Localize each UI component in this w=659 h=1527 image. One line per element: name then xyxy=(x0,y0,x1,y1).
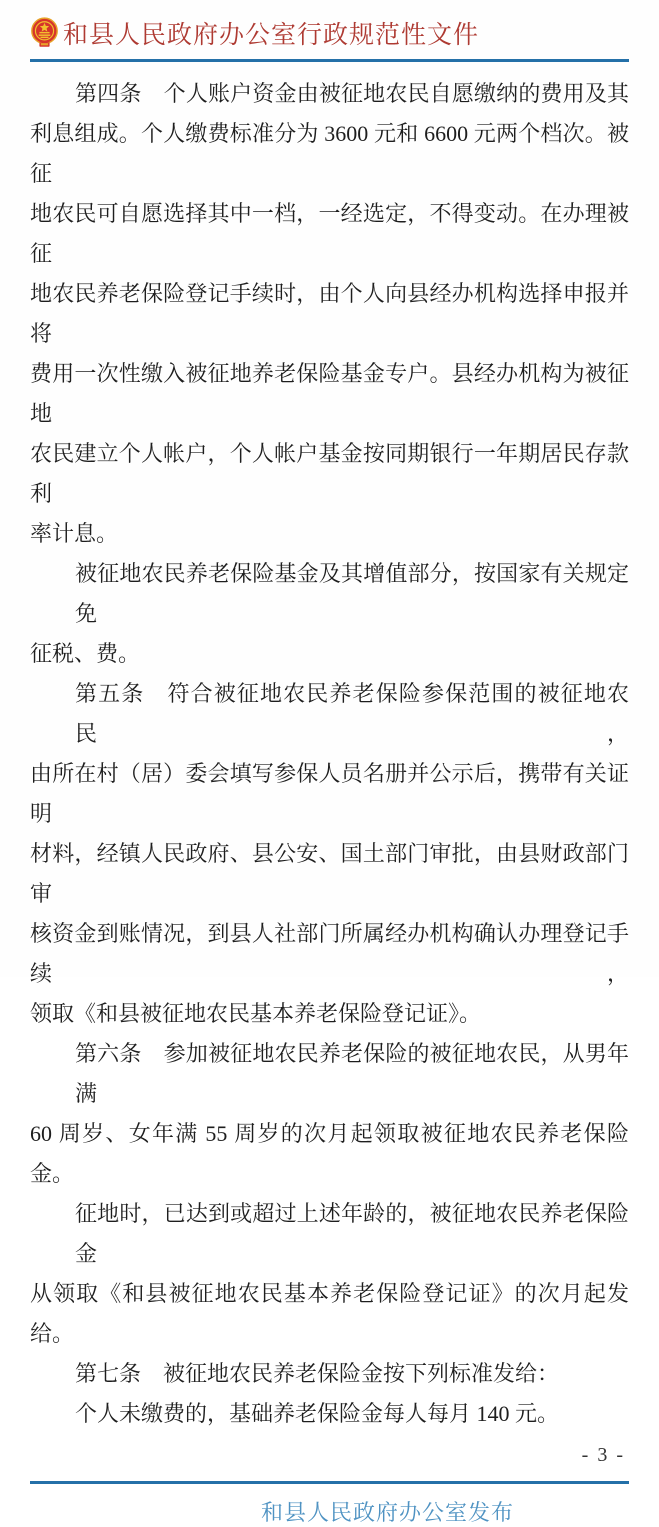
paragraph xyxy=(30,74,629,554)
body-line: 征税、费。 xyxy=(30,641,141,666)
page-number: - 3 - xyxy=(581,1444,625,1466)
document-header xyxy=(30,0,629,53)
body-line: 第七条 被征地农民养老保险金按下列标准发给： xyxy=(75,1361,560,1386)
body-line: 领取《和县被征地农民基本养老保险登记证》。 xyxy=(30,1001,482,1026)
paragraph xyxy=(30,1354,629,1394)
header-divider xyxy=(30,59,629,62)
document-body xyxy=(30,74,629,1434)
paragraph xyxy=(30,1394,629,1434)
body-line: 材料，经镇人民政府、县公安、国土部门审批，由县财政部门审 xyxy=(30,841,629,906)
body-line: 60 周岁、女年满 55 周岁的次月起领取被征地农民养老保险金。 xyxy=(30,1121,629,1186)
body-line: 费用一次性缴入被征地养老保险基金专户。县经办机构为被征地 xyxy=(30,361,629,426)
body-line: 农民建立个人帐户，个人帐户基金按同期银行一年期居民存款利 xyxy=(30,441,629,506)
paragraph xyxy=(30,554,629,674)
body-line: 个人未缴费的，基础养老保险金每人每月 140 元。 xyxy=(75,1401,560,1426)
body-line: 从领取《和县被征地农民基本养老保险登记证》的次月起发给。 xyxy=(30,1281,629,1346)
body-line: 第六条 参加被征地农民养老保险的被征地农民，从男年满 xyxy=(75,1041,629,1106)
body-line: 第五条 符合被征地农民养老保险参保范围的被征地农民， xyxy=(75,681,629,746)
body-line: 第四条 个人账户资金由被征地农民自愿缴纳的费用及其 xyxy=(75,81,629,106)
national-emblem-icon xyxy=(30,17,59,49)
body-line: 由所在村（居）委会填写参保人员名册并公示后，携带有关证明 xyxy=(30,761,629,826)
footer-divider xyxy=(30,1481,629,1484)
body-line: 地农民养老保险登记手续时，由个人向县经办机构选择申报并将 xyxy=(30,281,629,346)
body-line: 被征地农民养老保险基金及其增值部分，按国家有关规定免 xyxy=(75,561,629,626)
body-line: 核资金到账情况，到县人社部门所属经办机构确认办理登记手续， xyxy=(30,921,629,986)
body-line: 地农民可自愿选择其中一档，一经选定，不得变动。在办理被征 xyxy=(30,201,629,266)
paragraph xyxy=(30,1194,629,1354)
paragraph xyxy=(30,1034,629,1194)
body-line: 利息组成。个人缴费标准分为 3600 元和 6600 元两个档次。被征 xyxy=(30,121,629,186)
body-line: 率计息。 xyxy=(30,521,119,546)
paragraph xyxy=(30,674,629,1034)
footer-publisher: 和县人民政府办公室发布 xyxy=(260,1500,514,1525)
body-line: 征地时，已达到或超过上述年龄的，被征地农民养老保险金 xyxy=(75,1201,629,1266)
header-title: 和县人民政府办公室行政规范性文件 xyxy=(63,22,480,49)
